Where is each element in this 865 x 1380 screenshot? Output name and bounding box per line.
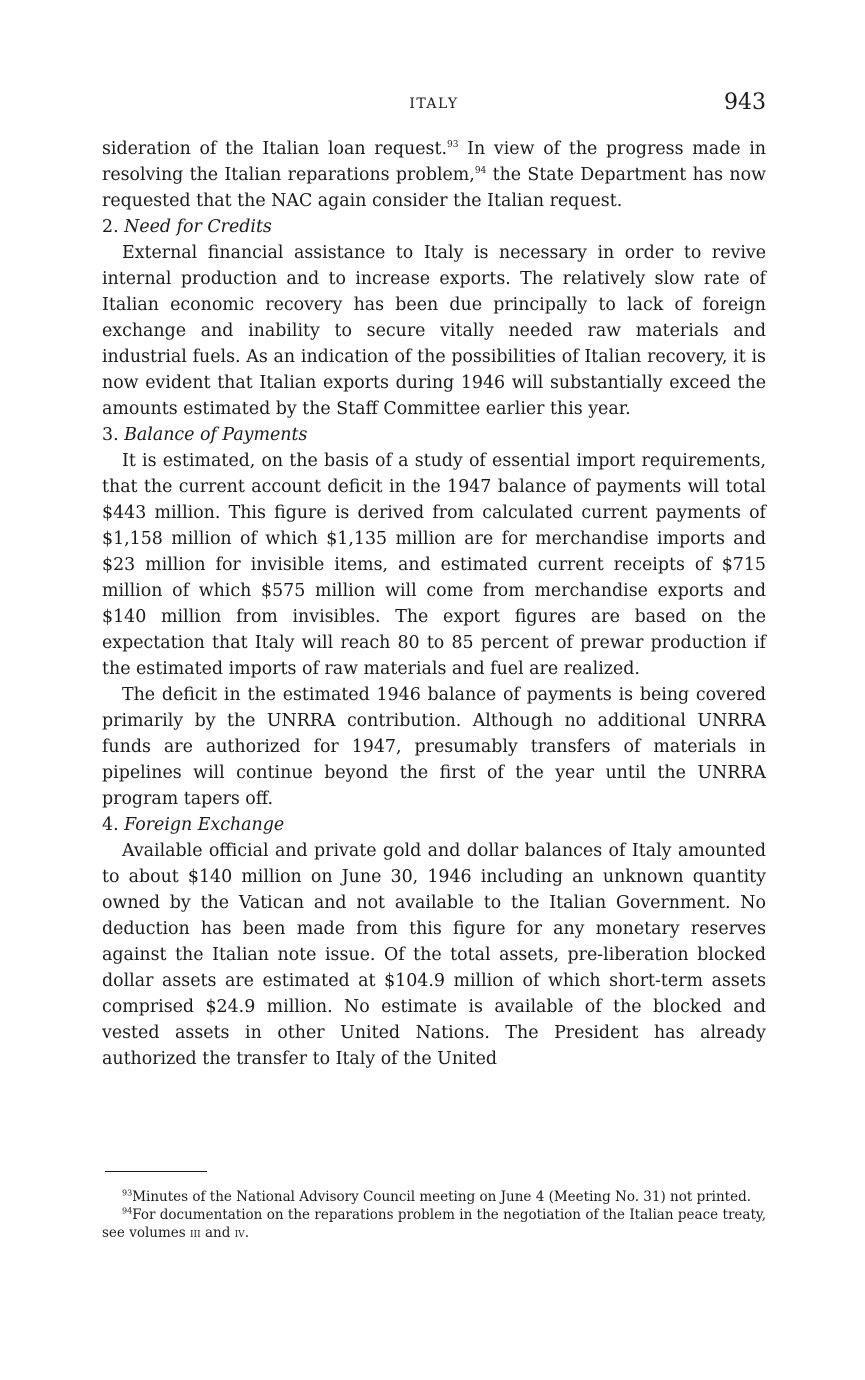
paragraph: It is estimated, on the basis of a study of essential import requirements, that the current account deficit in the 1947 balance of payments will total $443 million. This figure is derived from calculated current payments of $1,158 million of which $1,135 million are for merchandise imports and $23 million for invisible items, and estimated current receipts of $715 million of which $575 million will come from merchandise exports and $140 million from invisibles. The export figures are based on the expectation that Italy will reach 80 to 85 percent of prewar production if the estimated imports of raw materials and fuel are realized. xyxy=(102,451,766,679)
running-title: ITALY xyxy=(409,96,459,112)
paragraph: The deficit in the estimated 1946 balance of payments is being covered primarily by the UNRRA contribution. Although no additional UNRRA funds are authorized for 1947, presumably transfers of materials in pipelines will continue beyond the first of the year until the UNRRA program tapers off. xyxy=(102,685,766,809)
footnote-divider xyxy=(105,1171,207,1172)
footnote-text: Minutes of the National Advisory Council meeting on June 4 (Meeting No. 31) not printed. xyxy=(132,1189,752,1205)
page-number: 943 xyxy=(724,90,766,115)
footnote-number: 94 xyxy=(122,1206,133,1216)
section-number: 3. xyxy=(102,425,119,445)
section-title: Need for Credits xyxy=(124,217,272,237)
continuation-paragraph xyxy=(102,136,766,214)
footnote-93 xyxy=(102,1188,766,1206)
paragraph: Available official and private gold and dollar balances of Italy amounted to about $140 million on June 30, 1946 including an unknown quantity owned by the Vatican and not available to the Italian Government. No deduction has been made from this figure for any monetary reserves against the Italian note issue. Of the total assets, pre-liberation blocked dollar assets are estimated at $104.9 million of which short-term assets comprised $24.9 million. No estimate is available of the blocked and vested assets in other United Nations. The President has already authorized the transfer to Italy of the United xyxy=(102,841,766,1069)
running-head xyxy=(102,92,766,122)
section-heading xyxy=(102,812,766,838)
section-title: Balance of Payments xyxy=(124,425,308,445)
continuation-text: the State Department has now requested that the NAC again consider the Italian request. xyxy=(102,165,766,211)
section-title: Foreign Exchange xyxy=(124,815,285,835)
continuation-text: sideration of the Italian loan request. xyxy=(102,139,447,159)
footnote-text: For documentation on the reparations problem in the negotiation of the Italian peace treaty, see volumes xyxy=(102,1207,766,1241)
continuation-text: In view of the progress made in resolving the Italian reparations problem, xyxy=(102,139,766,185)
footnote-text: . xyxy=(244,1225,249,1241)
section-number: 4. xyxy=(102,815,119,835)
footnote-ref-93: 93 xyxy=(446,140,459,151)
footnotes xyxy=(102,1188,766,1242)
paragraph: External financial assistance to Italy is necessary in order to revive internal production and to increase exports. The relatively slow rate of Italian economic recovery has been due principally to lack of foreign exchange and inability to secure vitally needed raw materials and industrial fuels. As an indication of the possibilities of Italian recovery, it is now evident that Italian exports during 1946 will substantially exceed the amounts estimated by the Staff Committee earlier this year. xyxy=(102,243,766,419)
footnote-number: 93 xyxy=(122,1188,133,1198)
section-number: 2. xyxy=(102,217,119,237)
volume-ref: iii xyxy=(189,1225,201,1241)
section-heading xyxy=(102,214,766,240)
volume-ref: iv xyxy=(234,1225,245,1241)
body-text xyxy=(102,136,766,1072)
footnote-text: and xyxy=(200,1225,235,1241)
section-heading xyxy=(102,422,766,448)
footnote-ref-94: 94 xyxy=(474,166,487,177)
footnote-94 xyxy=(102,1206,766,1242)
